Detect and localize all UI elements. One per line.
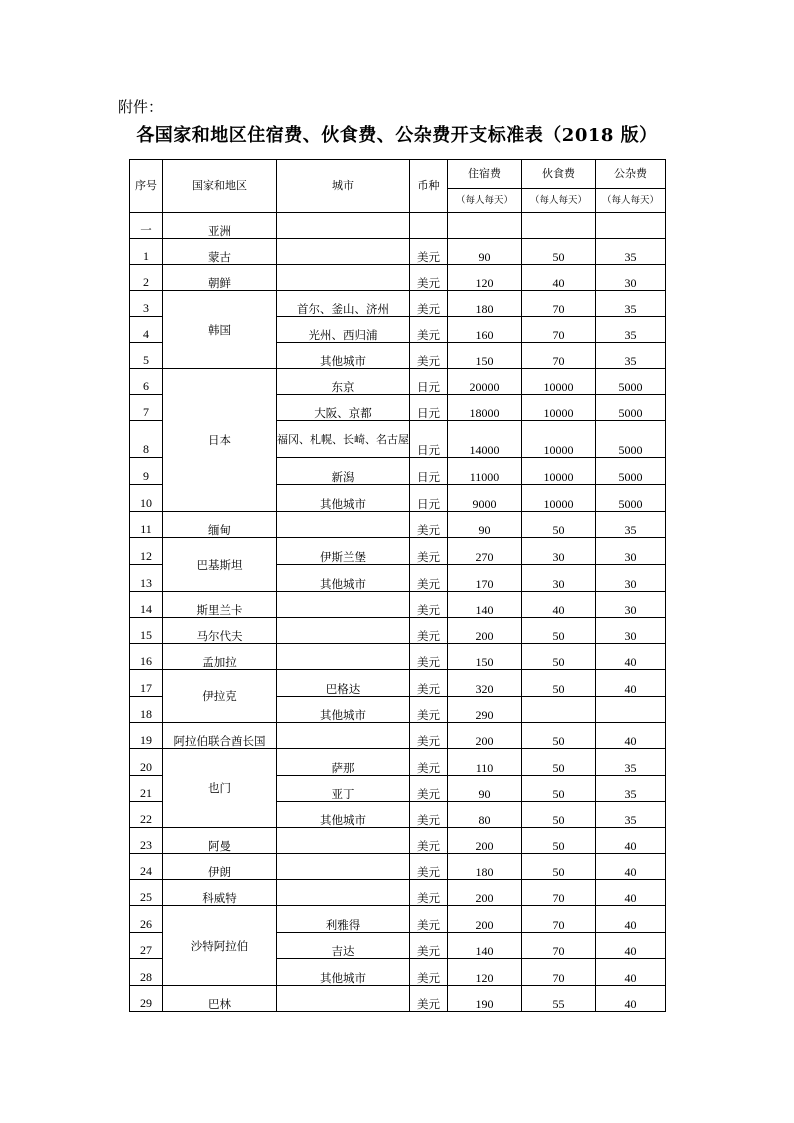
- row-misc: 30: [596, 565, 666, 592]
- row-meals: 40: [522, 265, 596, 291]
- row-seq: 22: [130, 802, 163, 828]
- row-currency: 美元: [410, 933, 448, 959]
- row-currency: 日元: [410, 395, 448, 421]
- header-country: 国家和地区: [163, 160, 277, 213]
- row-seq: 7: [130, 395, 163, 421]
- table-row: [130, 265, 666, 291]
- row-meals: 50: [522, 828, 596, 854]
- row-currency: 美元: [410, 618, 448, 644]
- row-city: [277, 512, 410, 538]
- row-meals: 50: [522, 670, 596, 697]
- row-misc: 30: [596, 618, 666, 644]
- row-currency: 美元: [410, 749, 448, 776]
- row-meals: 70: [522, 933, 596, 959]
- row-city: 光州、西归浦: [277, 317, 410, 343]
- row-city: [277, 986, 410, 1012]
- row-misc: 30: [596, 538, 666, 565]
- row-city: 首尔、釜山、济州: [277, 291, 410, 317]
- row-city: [277, 880, 410, 906]
- row-lodging: 140: [448, 592, 522, 618]
- row-city: [277, 828, 410, 854]
- row-city: [277, 618, 410, 644]
- row-lodging: 90: [448, 512, 522, 538]
- row-currency: 美元: [410, 880, 448, 906]
- row-misc: 35: [596, 802, 666, 828]
- table-row: [130, 239, 666, 265]
- row-city: 其他城市: [277, 343, 410, 369]
- header-misc: 公杂费: [596, 160, 666, 189]
- row-country: 斯里兰卡: [163, 592, 277, 618]
- row-seq: 2: [130, 265, 163, 291]
- row-lodging: 320: [448, 670, 522, 697]
- row-currency: 美元: [410, 802, 448, 828]
- table-row: [130, 828, 666, 854]
- row-lodging: 20000: [448, 369, 522, 395]
- row-country: 阿曼: [163, 828, 277, 854]
- row-misc: 40: [596, 906, 666, 933]
- row-meals: 10000: [522, 485, 596, 512]
- row-misc: 35: [596, 291, 666, 317]
- header-lodging: 住宿费: [448, 160, 522, 189]
- row-meals: 50: [522, 618, 596, 644]
- row-currency: 美元: [410, 538, 448, 565]
- section-name: 亚洲: [163, 213, 277, 239]
- table-row: [130, 538, 666, 565]
- row-meals: 50: [522, 854, 596, 880]
- row-city: 其他城市: [277, 802, 410, 828]
- table-row: [130, 670, 666, 697]
- row-city: [277, 854, 410, 880]
- row-lodging: 150: [448, 343, 522, 369]
- row-meals: 50: [522, 723, 596, 749]
- row-city: 利雅得: [277, 906, 410, 933]
- row-country: 韩国: [163, 291, 277, 369]
- row-country: 孟加拉: [163, 644, 277, 670]
- row-meals: 70: [522, 906, 596, 933]
- row-currency: 日元: [410, 485, 448, 512]
- row-meals: 70: [522, 291, 596, 317]
- row-currency: 美元: [410, 644, 448, 670]
- row-misc: 40: [596, 933, 666, 959]
- row-lodging: 160: [448, 317, 522, 343]
- row-currency: 美元: [410, 986, 448, 1012]
- table-row: [130, 854, 666, 880]
- row-seq: 9: [130, 458, 163, 485]
- row-lodging: 18000: [448, 395, 522, 421]
- row-country: 沙特阿拉伯: [163, 906, 277, 986]
- row-city: 其他城市: [277, 697, 410, 723]
- row-lodging: 200: [448, 828, 522, 854]
- row-lodging: 290: [448, 697, 522, 723]
- row-country: 巴林: [163, 986, 277, 1012]
- row-seq: 28: [130, 959, 163, 986]
- row-meals: 50: [522, 512, 596, 538]
- row-seq: 24: [130, 854, 163, 880]
- row-lodging: 200: [448, 880, 522, 906]
- row-misc: 40: [596, 959, 666, 986]
- row-misc: 35: [596, 776, 666, 802]
- row-city: 萨那: [277, 749, 410, 776]
- row-meals: 10000: [522, 369, 596, 395]
- row-misc: 40: [596, 828, 666, 854]
- row-city: 新潟: [277, 458, 410, 485]
- row-meals: 40: [522, 592, 596, 618]
- row-city: [277, 265, 410, 291]
- row-seq: 23: [130, 828, 163, 854]
- row-meals: 70: [522, 343, 596, 369]
- row-city: 巴格达: [277, 670, 410, 697]
- row-lodging: 200: [448, 723, 522, 749]
- row-meals: 10000: [522, 395, 596, 421]
- row-misc: 30: [596, 592, 666, 618]
- row-lodging: 270: [448, 538, 522, 565]
- row-city: 其他城市: [277, 565, 410, 592]
- row-country: 蒙古: [163, 239, 277, 265]
- row-currency: 美元: [410, 670, 448, 697]
- row-seq: 29: [130, 986, 163, 1012]
- header-meals: 伙食费: [522, 160, 596, 189]
- header-meals-unit: （每人每天）: [522, 189, 596, 213]
- row-meals: 55: [522, 986, 596, 1012]
- row-country: 伊朗: [163, 854, 277, 880]
- section-row: [130, 213, 666, 239]
- table-row: [130, 369, 666, 395]
- row-meals: 50: [522, 802, 596, 828]
- row-seq: 15: [130, 618, 163, 644]
- row-seq: 11: [130, 512, 163, 538]
- row-currency: 美元: [410, 828, 448, 854]
- row-lodging: 190: [448, 986, 522, 1012]
- table-row: [130, 880, 666, 906]
- row-misc: 5000: [596, 395, 666, 421]
- row-seq: 4: [130, 317, 163, 343]
- row-city: [277, 723, 410, 749]
- table-row: [130, 906, 666, 933]
- row-city: [277, 239, 410, 265]
- header-row: [130, 160, 666, 189]
- row-lodging: 90: [448, 239, 522, 265]
- row-city: [277, 592, 410, 618]
- row-lodging: 200: [448, 906, 522, 933]
- row-country: 朝鲜: [163, 265, 277, 291]
- row-misc: 35: [596, 343, 666, 369]
- row-meals: 70: [522, 317, 596, 343]
- row-currency: 日元: [410, 369, 448, 395]
- row-seq: 20: [130, 749, 163, 776]
- table-row: [130, 618, 666, 644]
- row-currency: 美元: [410, 343, 448, 369]
- row-city: 大阪、京都: [277, 395, 410, 421]
- header-currency: 币种: [410, 160, 448, 213]
- row-misc: 40: [596, 986, 666, 1012]
- table-body: [130, 213, 666, 1012]
- row-country: 伊拉克: [163, 670, 277, 723]
- row-city: 其他城市: [277, 485, 410, 512]
- row-misc: [596, 697, 666, 723]
- table-row: [130, 644, 666, 670]
- row-seq: 12: [130, 538, 163, 565]
- row-lodging: 140: [448, 933, 522, 959]
- row-currency: 日元: [410, 458, 448, 485]
- row-meals: [522, 697, 596, 723]
- row-currency: 美元: [410, 906, 448, 933]
- row-currency: 美元: [410, 239, 448, 265]
- row-city: 亚丁: [277, 776, 410, 802]
- row-meals: 30: [522, 565, 596, 592]
- section-seq: 一: [130, 213, 163, 239]
- row-meals: 50: [522, 776, 596, 802]
- row-meals: 10000: [522, 421, 596, 458]
- row-lodging: 200: [448, 618, 522, 644]
- row-lodging: 9000: [448, 485, 522, 512]
- page-title: 各国家和地区住宿费、伙食费、公杂费开支标准表（2018 版）: [136, 125, 658, 146]
- row-seq: 13: [130, 565, 163, 592]
- row-currency: 美元: [410, 592, 448, 618]
- row-misc: 35: [596, 239, 666, 265]
- table-row: [130, 986, 666, 1012]
- row-misc: 35: [596, 512, 666, 538]
- row-currency: 美元: [410, 317, 448, 343]
- row-seq: 3: [130, 291, 163, 317]
- row-meals: 10000: [522, 458, 596, 485]
- allowance-table: [129, 159, 666, 1012]
- row-seq: 14: [130, 592, 163, 618]
- row-country: 巴基斯坦: [163, 538, 277, 592]
- row-city: 其他城市: [277, 959, 410, 986]
- row-misc: 40: [596, 670, 666, 697]
- row-country: 科威特: [163, 880, 277, 906]
- row-seq: 5: [130, 343, 163, 369]
- row-currency: 日元: [410, 421, 448, 458]
- row-currency: 美元: [410, 697, 448, 723]
- row-lodging: 80: [448, 802, 522, 828]
- row-misc: 5000: [596, 458, 666, 485]
- header-seq: 序号: [130, 160, 163, 213]
- row-misc: 5000: [596, 485, 666, 512]
- row-currency: 美元: [410, 959, 448, 986]
- row-misc: 40: [596, 644, 666, 670]
- row-currency: 美元: [410, 512, 448, 538]
- table-row: [130, 291, 666, 317]
- row-currency: 美元: [410, 291, 448, 317]
- row-misc: 30: [596, 265, 666, 291]
- row-lodging: 180: [448, 291, 522, 317]
- row-seq: 21: [130, 776, 163, 802]
- row-seq: 1: [130, 239, 163, 265]
- row-currency: 美元: [410, 723, 448, 749]
- row-lodging: 180: [448, 854, 522, 880]
- row-misc: 5000: [596, 369, 666, 395]
- row-country: 阿拉伯联合酋长国: [163, 723, 277, 749]
- row-seq: 6: [130, 369, 163, 395]
- row-meals: 50: [522, 749, 596, 776]
- row-seq: 16: [130, 644, 163, 670]
- row-currency: 美元: [410, 776, 448, 802]
- row-meals: 50: [522, 239, 596, 265]
- header-misc-unit: （每人每天）: [596, 189, 666, 213]
- attachment-label: 附件：: [118, 98, 164, 116]
- table-row: [130, 749, 666, 776]
- row-currency: 美元: [410, 565, 448, 592]
- row-lodging: 120: [448, 959, 522, 986]
- table-row: [130, 512, 666, 538]
- row-misc: 5000: [596, 421, 666, 458]
- row-meals: 70: [522, 959, 596, 986]
- row-lodging: 14000: [448, 421, 522, 458]
- row-city: 福冈、札幌、长崎、名古屋: [277, 421, 410, 458]
- row-city: 东京: [277, 369, 410, 395]
- row-seq: 10: [130, 485, 163, 512]
- row-city: 吉达: [277, 933, 410, 959]
- row-seq: 18: [130, 697, 163, 723]
- row-misc: 40: [596, 854, 666, 880]
- row-meals: 50: [522, 644, 596, 670]
- row-lodging: 120: [448, 265, 522, 291]
- row-misc: 35: [596, 317, 666, 343]
- header-lodging-unit: （每人每天）: [448, 189, 522, 213]
- row-seq: 19: [130, 723, 163, 749]
- row-country: 缅甸: [163, 512, 277, 538]
- row-currency: 美元: [410, 265, 448, 291]
- row-lodging: 11000: [448, 458, 522, 485]
- row-misc: 40: [596, 880, 666, 906]
- row-lodging: 110: [448, 749, 522, 776]
- row-seq: 26: [130, 906, 163, 933]
- row-lodging: 150: [448, 644, 522, 670]
- row-seq: 8: [130, 421, 163, 458]
- row-lodging: 90: [448, 776, 522, 802]
- row-currency: 美元: [410, 854, 448, 880]
- header-city: 城市: [277, 160, 410, 213]
- row-seq: 17: [130, 670, 163, 697]
- row-misc: 35: [596, 749, 666, 776]
- row-country: 马尔代夫: [163, 618, 277, 644]
- row-seq: 25: [130, 880, 163, 906]
- row-meals: 70: [522, 880, 596, 906]
- row-lodging: 170: [448, 565, 522, 592]
- table-row: [130, 723, 666, 749]
- row-country: 日本: [163, 369, 277, 512]
- row-city: [277, 644, 410, 670]
- table-row: [130, 592, 666, 618]
- row-meals: 30: [522, 538, 596, 565]
- row-country: 也门: [163, 749, 277, 828]
- row-seq: 27: [130, 933, 163, 959]
- row-misc: 40: [596, 723, 666, 749]
- row-city: 伊斯兰堡: [277, 538, 410, 565]
